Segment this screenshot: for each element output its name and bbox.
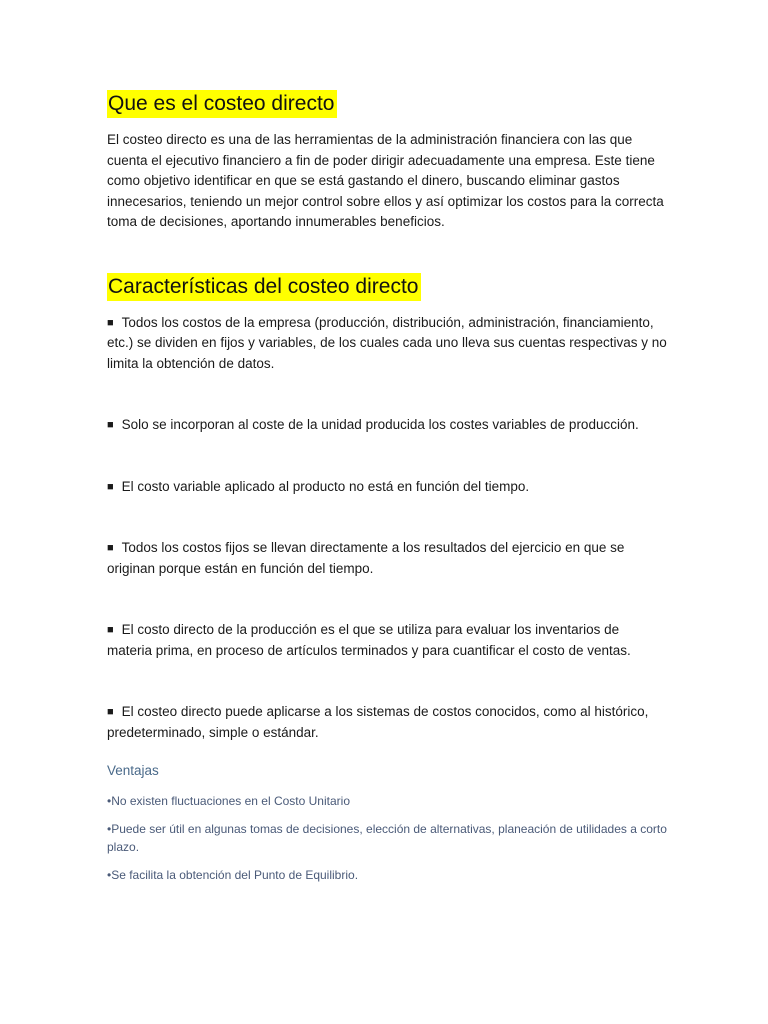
bullet-item (107, 313, 667, 375)
section-costeo-directo (107, 90, 667, 233)
section-caracteristicas (107, 273, 667, 744)
square-bullet-icon: ■ (107, 480, 114, 493)
square-bullet-icon: ■ (107, 316, 114, 329)
heading-caracteristicas: Características del costeo directo (107, 273, 421, 301)
bullet-item (107, 538, 667, 579)
ventaja-item: •Se facilita la obtención del Punto de Equilibrio. (107, 868, 359, 882)
bullet-item (107, 477, 667, 498)
bullet-text: El costo variable aplicado al producto no está en función del tiempo. (121, 478, 530, 494)
bullet-text: Solo se incorporan al coste de la unidad producida los costes variables de producción. (121, 417, 639, 432)
bullet-text: Todos los costos de la empresa (producción, distribución, administración, financiamiento, etc.) se dividen en fijos y variables, de los cuales cada uno lleva sus cuentas respectivas y no limita la obtención de datos. (107, 314, 667, 371)
bullet-item (107, 415, 667, 436)
ventaja-item: •Puede ser útil en algunas tomas de decisiones, elección de alternativas, planeación de utilidades a corto plazo. (107, 822, 667, 854)
square-bullet-icon: ■ (107, 542, 114, 554)
square-bullet-icon: ■ (107, 706, 114, 718)
square-bullet-icon: ■ (107, 624, 114, 636)
square-bullet-icon: ■ (107, 419, 114, 431)
heading-que-es: Que es el costeo directo (107, 90, 337, 118)
bullet-text: El costo directo de la producción es el que se utiliza para evaluar los inventarios de materia prima, en proceso de artículos terminados y para cuantificar el costo de ventas. (107, 622, 631, 658)
bullet-text: Todos los costos fijos se llevan directamente a los resultados del ejercicio en que se originan porque están en función del tiempo. (107, 540, 625, 576)
section-ventajas (107, 761, 667, 884)
intro-paragraph: El costeo directo es una de las herramientas de la administración financiera con las que cuenta el ejecutivo financiero a fin de poder dirigir adecuadamente una empresa. Este tiene como objetivo identificar en que se está gastando el dinero, buscando eliminar gastos innecesarios, teniendo un mejor control sobre ellos y así optimizar los costos para la correcta toma de decisiones, aportando innumerables beneficios. (107, 132, 664, 229)
bullet-item (107, 620, 667, 661)
document-page (107, 90, 667, 884)
bullet-item (107, 702, 667, 743)
ventaja-item: •No existen fluctuaciones en el Costo Unitario (107, 794, 350, 808)
ventajas-heading: Ventajas (107, 763, 159, 778)
bullet-text: El costeo directo puede aplicarse a los sistemas de costos conocidos, como al histórico, predeterminado, simple o estándar. (107, 704, 649, 740)
